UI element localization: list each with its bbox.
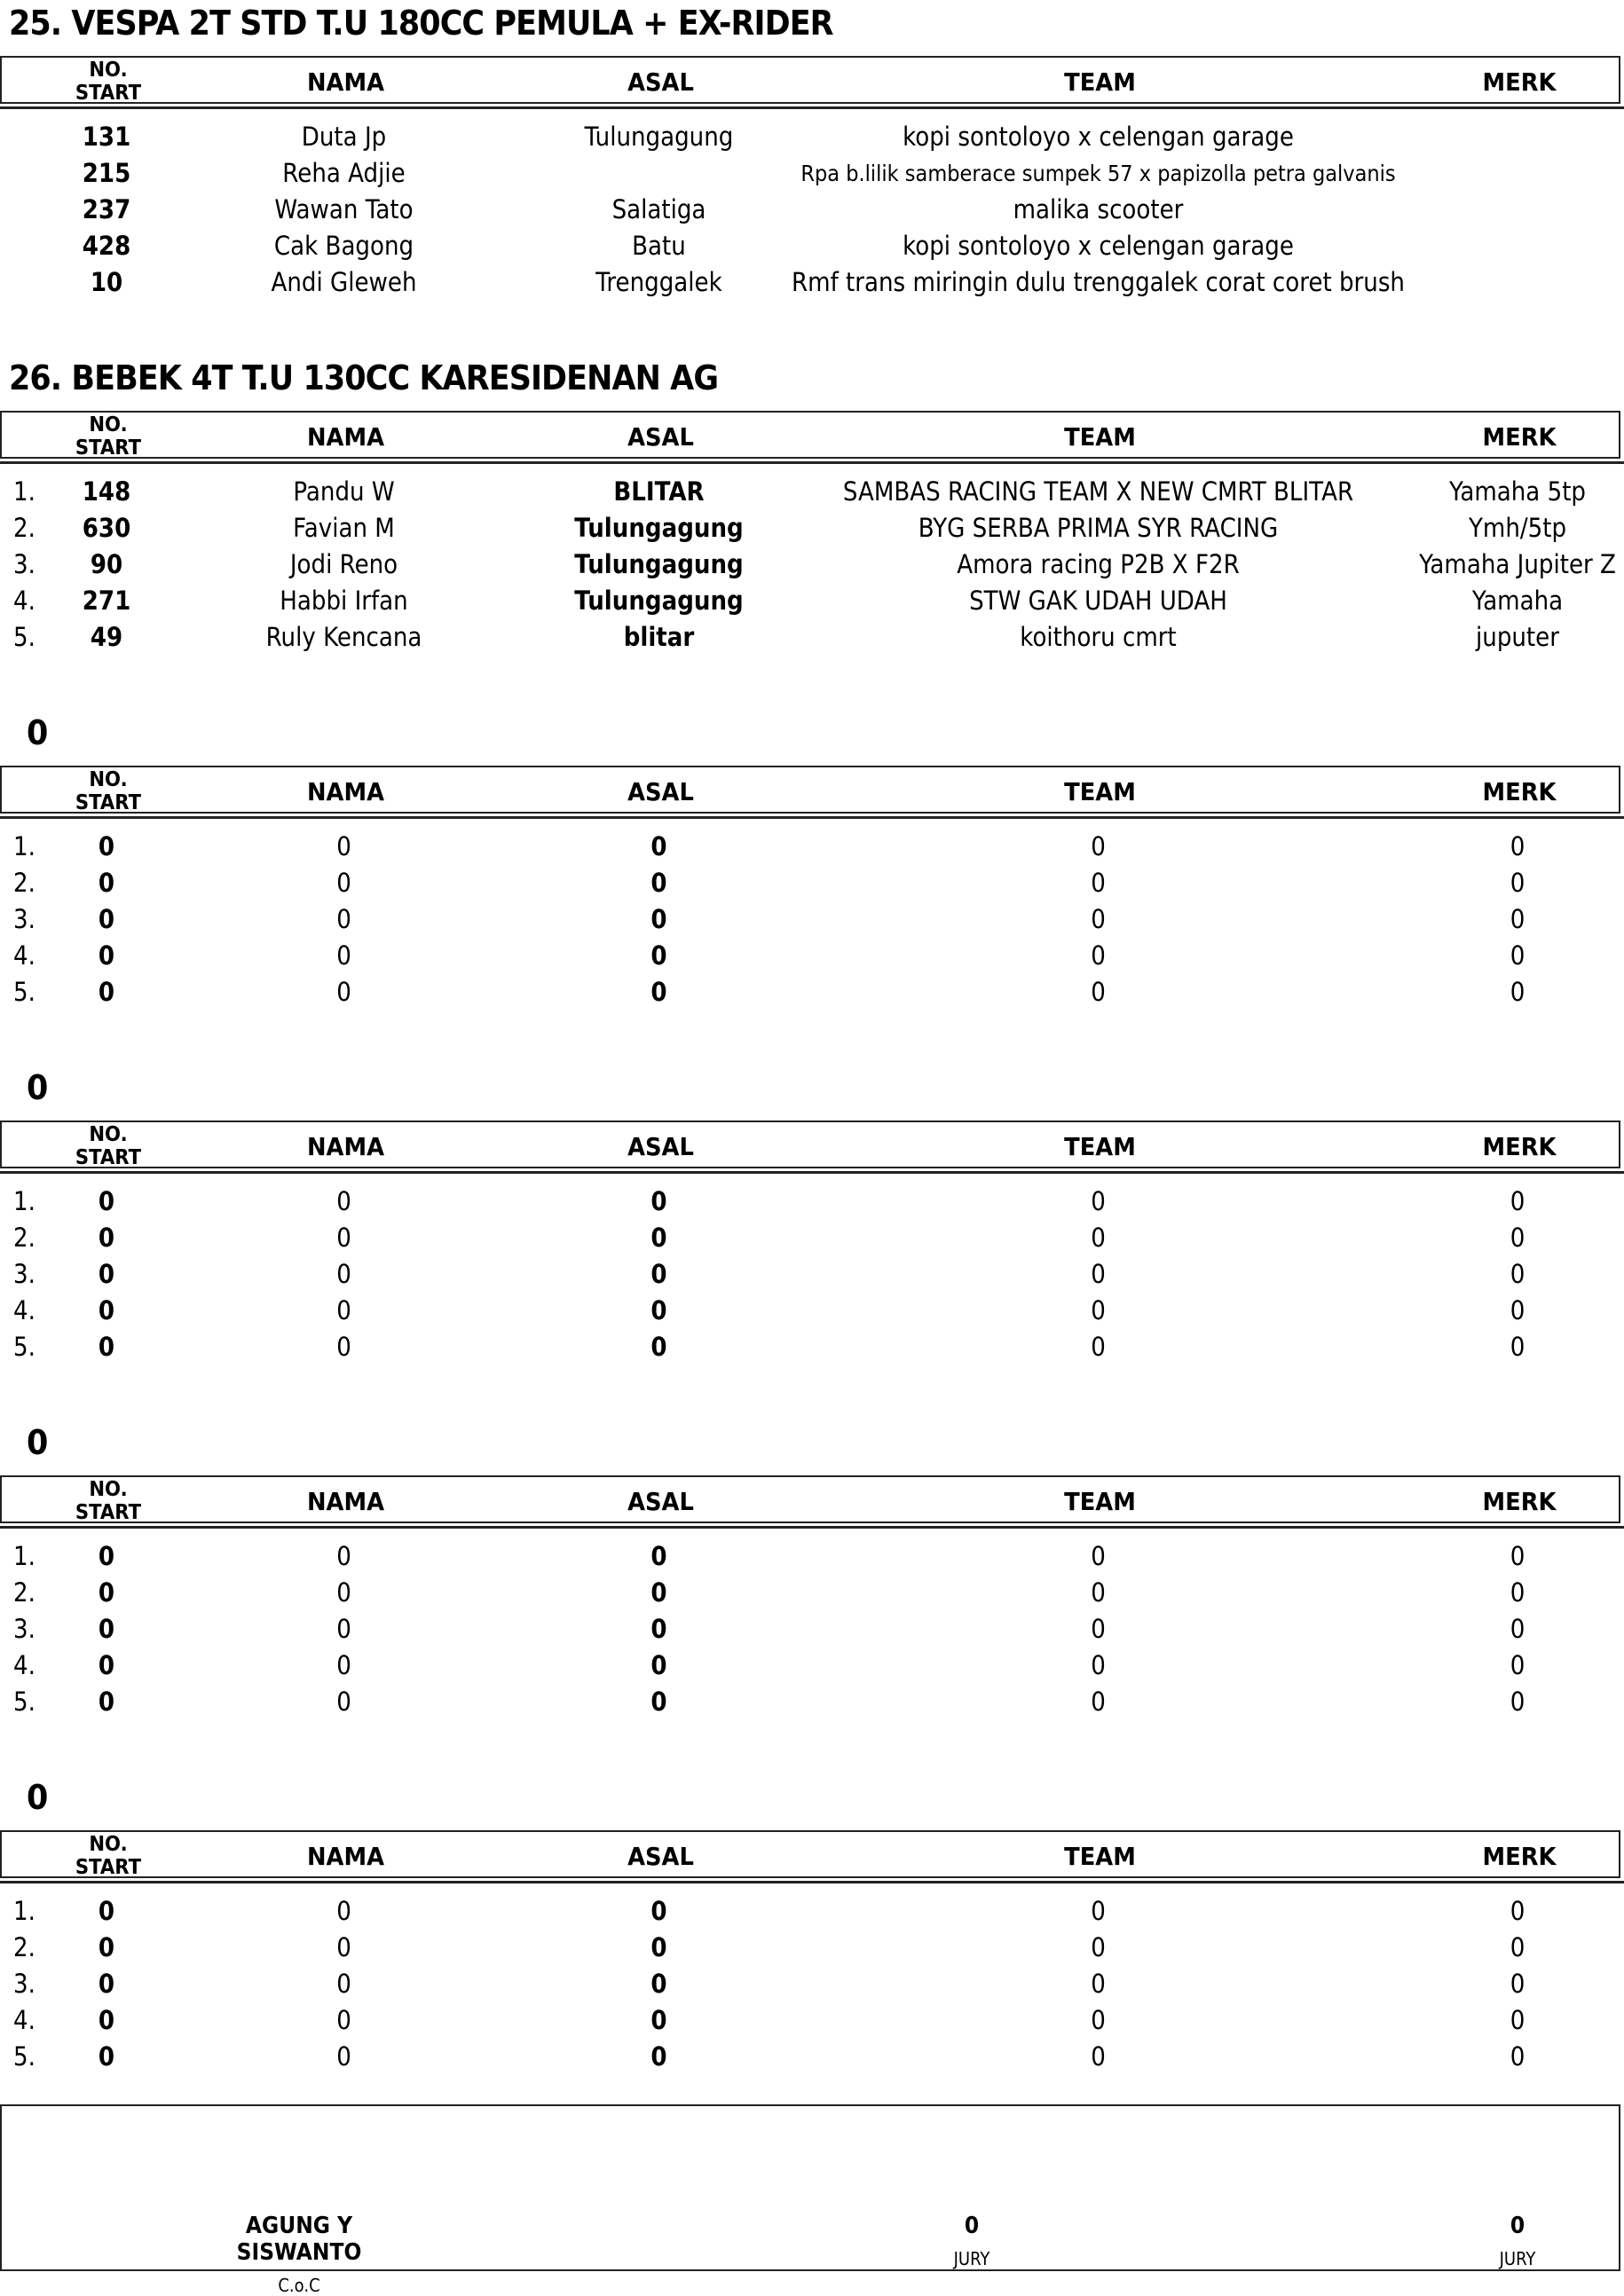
brand-cell: 0 xyxy=(1510,2005,1525,2035)
header-no-line2: START xyxy=(75,82,142,105)
header-team: TEAM xyxy=(1064,67,1136,97)
brand-cell: 0 xyxy=(1510,1687,1525,1717)
origin-cell: 0 xyxy=(650,1186,667,1216)
table-row xyxy=(0,1575,1624,1611)
origin-cell: 0 xyxy=(650,1614,667,1644)
race-class-section xyxy=(0,0,1624,355)
brand-cell: 0 xyxy=(1510,1650,1525,1680)
race-class-section xyxy=(0,355,1624,710)
origin-cell: 0 xyxy=(650,904,667,934)
team-cell: 0 xyxy=(1091,1969,1106,1999)
name-cell: 0 xyxy=(336,1932,351,1962)
header-no-start xyxy=(59,1477,157,1525)
name-cell: Jodi Reno xyxy=(289,549,398,579)
header-nama: NAMA xyxy=(306,421,385,452)
name-cell: 0 xyxy=(336,1332,351,1362)
start-number-cell: 0 xyxy=(98,904,115,934)
brand-cell xyxy=(1382,228,1624,264)
start-number-cell: 0 xyxy=(98,1614,115,1644)
name-cell: 0 xyxy=(336,1223,351,1253)
team-cell: 0 xyxy=(1091,831,1106,861)
class-title: 0 xyxy=(27,1423,48,1462)
origin-cell: 0 xyxy=(650,1687,667,1717)
header-no-line2: START xyxy=(75,1501,142,1524)
start-number-cell: 148 xyxy=(82,476,131,507)
header-no-start xyxy=(59,413,157,460)
header-no-line2: START xyxy=(75,1856,142,1879)
table-row xyxy=(0,1893,1624,1930)
rank-cell xyxy=(13,264,45,301)
brand-cell xyxy=(1382,155,1624,192)
table-row xyxy=(0,1930,1624,1966)
table-row xyxy=(0,619,1624,656)
team-cell: malika scooter xyxy=(1013,194,1184,224)
start-number-cell: 0 xyxy=(98,1223,115,1253)
team-cell: 0 xyxy=(1091,1614,1106,1644)
start-number-cell: 0 xyxy=(98,1577,115,1608)
rank-cell: 5. xyxy=(13,622,35,652)
rank-cell xyxy=(13,192,45,228)
header-team: TEAM xyxy=(1064,421,1136,452)
start-number-cell: 90 xyxy=(90,549,123,579)
header-no-line2: START xyxy=(75,436,142,460)
header-divider xyxy=(0,816,1624,819)
brand-cell: Yamaha Jupiter Z xyxy=(1419,549,1616,579)
team-cell: 0 xyxy=(1091,1332,1106,1362)
origin-cell: Tulungagung xyxy=(584,122,734,152)
name-cell: 0 xyxy=(336,2005,351,2035)
table-row xyxy=(0,1220,1624,1256)
start-number-cell: 0 xyxy=(98,868,115,898)
signature-jury-1 xyxy=(932,2213,1012,2269)
header-no-line2: START xyxy=(75,1146,142,1169)
race-class-section xyxy=(0,1774,1624,2129)
origin-cell: 0 xyxy=(650,2005,667,2035)
header-no-line1: NO. xyxy=(89,1123,128,1146)
rank-cell: 3. xyxy=(13,904,35,934)
name-cell: Andi Gleweh xyxy=(271,267,417,297)
start-number-cell: 0 xyxy=(98,2005,115,2035)
header-no-start xyxy=(59,58,157,106)
origin-cell: Tulungagung xyxy=(574,586,744,616)
start-number-cell: 0 xyxy=(98,1332,115,1362)
rank-cell: 2. xyxy=(13,1577,35,1608)
name-cell: Duta Jp xyxy=(301,122,387,152)
brand-cell: 0 xyxy=(1510,1969,1525,1999)
start-number-cell: 271 xyxy=(82,586,131,616)
name-cell: 0 xyxy=(336,1650,351,1680)
name-cell: 0 xyxy=(336,868,351,898)
origin-cell: BLITAR xyxy=(613,476,705,507)
name-cell: 0 xyxy=(336,831,351,861)
origin-cell: Salatiga xyxy=(611,194,706,224)
start-number-cell: 0 xyxy=(98,1896,115,1926)
team-cell: 0 xyxy=(1091,1295,1106,1325)
team-cell: 0 xyxy=(1091,1687,1106,1717)
brand-cell: 0 xyxy=(1510,977,1525,1007)
table-row xyxy=(0,1538,1624,1575)
rank-cell: 5. xyxy=(13,1332,35,1362)
table-row xyxy=(0,264,1624,301)
team-cell: 0 xyxy=(1091,2005,1106,2035)
brand-cell: 0 xyxy=(1510,1259,1525,1289)
header-asal: ASAL xyxy=(627,421,694,452)
class-title: 26. BEBEK 4T T.U 130CC KARESIDENAN AG xyxy=(9,358,719,397)
name-cell: 0 xyxy=(336,1541,351,1571)
origin-cell: 0 xyxy=(650,1332,667,1362)
team-cell: kopi sontoloyo x celengan garage xyxy=(903,122,1294,152)
table-header xyxy=(0,1120,1620,1168)
table-row xyxy=(0,474,1624,510)
origin-cell: 0 xyxy=(650,1650,667,1680)
rank-cell: 1. xyxy=(13,831,35,861)
header-divider xyxy=(0,1881,1624,1883)
signature-coc xyxy=(184,2213,415,2296)
rank-cell: 1. xyxy=(13,1186,35,1216)
rank-cell: 2. xyxy=(13,868,35,898)
table-row xyxy=(0,901,1624,938)
brand-cell: 0 xyxy=(1510,1295,1525,1325)
rank-cell: 3. xyxy=(13,549,35,579)
header-asal: ASAL xyxy=(627,776,694,806)
name-cell: 0 xyxy=(336,2041,351,2072)
start-number-cell: 428 xyxy=(82,231,131,261)
brand-cell: 0 xyxy=(1510,1577,1525,1608)
header-divider xyxy=(0,1171,1624,1174)
origin-cell: 0 xyxy=(650,1541,667,1571)
team-cell: 0 xyxy=(1091,940,1106,971)
race-class-section xyxy=(0,710,1624,1065)
team-cell: 0 xyxy=(1091,1650,1106,1680)
origin-cell: 0 xyxy=(650,2041,667,2072)
start-number-cell: 0 xyxy=(98,1650,115,1680)
origin-cell: 0 xyxy=(650,1295,667,1325)
name-cell: Cak Bagong xyxy=(273,231,414,261)
brand-cell: 0 xyxy=(1510,868,1525,898)
header-no-line2: START xyxy=(75,791,142,814)
header-no-line1: NO. xyxy=(89,59,128,82)
origin-cell: blitar xyxy=(623,622,695,652)
origin-cell: 0 xyxy=(650,1932,667,1962)
start-number-cell: 10 xyxy=(90,267,123,297)
start-number-cell: 0 xyxy=(98,1969,115,1999)
rank-cell: 5. xyxy=(13,2041,35,2072)
name-cell: Reha Adjie xyxy=(282,158,406,188)
header-asal: ASAL xyxy=(627,1131,694,1161)
origin-cell: 0 xyxy=(650,1259,667,1289)
class-title: 0 xyxy=(27,1778,48,1817)
brand-cell: Yamaha 5tp xyxy=(1448,476,1587,507)
name-cell: Habbi Irfan xyxy=(280,586,408,616)
table-row xyxy=(0,546,1624,583)
table-header xyxy=(0,1475,1620,1523)
team-cell: 0 xyxy=(1091,977,1106,1007)
header-asal: ASAL xyxy=(627,1486,694,1516)
rank-cell xyxy=(13,119,45,155)
header-asal: ASAL xyxy=(627,67,694,97)
team-cell: Rpa b.lilik samberace sumpek 57 x papizolla petra galvanis xyxy=(800,161,1396,186)
table-row xyxy=(0,228,1624,264)
origin-cell: 0 xyxy=(650,940,667,971)
header-nama: NAMA xyxy=(306,1486,385,1516)
table-row xyxy=(0,1183,1624,1220)
rank-cell: 1. xyxy=(13,476,35,507)
name-cell: 0 xyxy=(336,1577,351,1608)
rank-cell: 2. xyxy=(13,513,35,543)
table-row xyxy=(0,974,1624,1010)
name-cell: 0 xyxy=(336,1687,351,1717)
rank-cell: 4. xyxy=(13,1650,35,1680)
team-cell: Rmf trans miringin dulu trenggalek corat coret brush xyxy=(792,267,1405,297)
start-number-cell: 49 xyxy=(90,622,123,652)
origin-cell: 0 xyxy=(650,1969,667,1999)
team-cell: 0 xyxy=(1091,904,1106,934)
origin-cell: 0 xyxy=(650,831,667,861)
signature-role: JURY xyxy=(953,2248,990,2269)
start-number-cell: 0 xyxy=(98,831,115,861)
table-row xyxy=(0,1329,1624,1365)
name-cell: 0 xyxy=(336,1614,351,1644)
signature-name: AGUNG Y SISWANTO xyxy=(236,2213,362,2266)
team-cell: 0 xyxy=(1091,868,1106,898)
brand-cell: 0 xyxy=(1510,1223,1525,1253)
brand-cell: Yamaha xyxy=(1471,586,1564,616)
header-merk: MERK xyxy=(1482,421,1557,452)
table-row xyxy=(0,119,1624,155)
header-no-line1: NO. xyxy=(89,1478,128,1501)
start-number-cell: 0 xyxy=(98,940,115,971)
origin-cell: 0 xyxy=(650,1896,667,1926)
brand-cell: 0 xyxy=(1510,1186,1525,1216)
header-nama: NAMA xyxy=(306,1841,385,1871)
header-team: TEAM xyxy=(1064,1841,1136,1871)
brand-cell: 0 xyxy=(1510,2041,1525,2072)
header-merk: MERK xyxy=(1482,1486,1557,1516)
header-nama: NAMA xyxy=(306,67,385,97)
signature-name: 0 xyxy=(1510,2213,1525,2239)
origin-cell: 0 xyxy=(650,868,667,898)
table-row xyxy=(0,510,1624,546)
table-row xyxy=(0,1684,1624,1720)
team-cell: 0 xyxy=(1091,1541,1106,1571)
team-cell: 0 xyxy=(1091,1259,1106,1289)
origin-cell: Trenggalek xyxy=(595,267,722,297)
team-cell: 0 xyxy=(1091,2041,1106,2072)
table-row xyxy=(0,192,1624,228)
team-cell: SAMBAS RACING TEAM X NEW CMRT BLITAR xyxy=(842,476,1354,507)
start-number-cell: 237 xyxy=(82,194,131,224)
header-no-start xyxy=(59,1832,157,1880)
signature-name: 0 xyxy=(964,2213,980,2239)
header-divider xyxy=(0,106,1624,109)
origin-cell: 0 xyxy=(650,977,667,1007)
brand-cell: 0 xyxy=(1510,1932,1525,1962)
header-merk: MERK xyxy=(1482,67,1557,97)
name-cell: Wawan Tato xyxy=(274,194,414,224)
rank-cell: 2. xyxy=(13,1223,35,1253)
rank-cell: 3. xyxy=(13,1259,35,1289)
signature-role: C.o.C xyxy=(278,2275,320,2296)
rank-cell: 5. xyxy=(13,1687,35,1717)
brand-cell: Ymh/5tp xyxy=(1468,513,1567,543)
start-number-cell: 215 xyxy=(82,158,131,188)
origin-cell xyxy=(537,155,781,192)
table-header xyxy=(0,766,1620,814)
table-row xyxy=(0,1611,1624,1647)
start-number-cell: 0 xyxy=(98,1687,115,1717)
team-cell: 0 xyxy=(1091,1932,1106,1962)
brand-cell: 0 xyxy=(1510,904,1525,934)
name-cell: Pandu W xyxy=(293,476,395,507)
origin-cell: Batu xyxy=(632,231,686,261)
race-class-section xyxy=(0,1419,1624,1774)
team-cell: kopi sontoloyo x celengan garage xyxy=(903,231,1294,261)
brand-cell: 0 xyxy=(1510,831,1525,861)
rank-cell: 4. xyxy=(13,1295,35,1325)
team-cell: BYG SERBA PRIMA SYR RACING xyxy=(918,513,1279,543)
rank-cell: 4. xyxy=(13,586,35,616)
brand-cell xyxy=(1382,264,1624,301)
team-cell: koithoru cmrt xyxy=(1020,622,1177,652)
start-number-cell: 630 xyxy=(82,513,131,543)
rank-cell: 1. xyxy=(13,1541,35,1571)
rank-cell: 2. xyxy=(13,1932,35,1962)
name-cell: Favian M xyxy=(293,513,395,543)
table-row xyxy=(0,829,1624,865)
start-number-cell: 0 xyxy=(98,1259,115,1289)
race-class-section xyxy=(0,1065,1624,1419)
rank-cell: 4. xyxy=(13,2005,35,2035)
name-cell: 0 xyxy=(336,1186,351,1216)
rank-cell: 1. xyxy=(13,1896,35,1926)
table-header xyxy=(0,56,1620,104)
header-no-line1: NO. xyxy=(89,768,128,791)
start-number-cell: 0 xyxy=(98,2041,115,2072)
table-row xyxy=(0,1293,1624,1329)
header-team: TEAM xyxy=(1064,776,1136,806)
table-row xyxy=(0,2002,1624,2039)
header-nama: NAMA xyxy=(306,776,385,806)
start-number-cell: 0 xyxy=(98,977,115,1007)
brand-cell xyxy=(1382,192,1624,228)
signature-jury-2 xyxy=(1478,2213,1557,2269)
class-title: 0 xyxy=(27,713,48,752)
table-header xyxy=(0,1830,1620,1878)
header-divider xyxy=(0,461,1624,464)
table-row xyxy=(0,1256,1624,1293)
team-cell: 0 xyxy=(1091,1186,1106,1216)
start-number-cell: 131 xyxy=(82,122,131,152)
name-cell: 0 xyxy=(336,1259,351,1289)
table-row xyxy=(0,2039,1624,2075)
brand-cell xyxy=(1382,119,1624,155)
name-cell: 0 xyxy=(336,1295,351,1325)
team-cell: 0 xyxy=(1091,1223,1106,1253)
table-row xyxy=(0,1647,1624,1684)
table-header xyxy=(0,411,1620,459)
brand-cell: 0 xyxy=(1510,1614,1525,1644)
name-cell: 0 xyxy=(336,1969,351,1999)
rank-cell: 5. xyxy=(13,977,35,1007)
team-cell: Amora racing P2B X F2R xyxy=(957,549,1240,579)
origin-cell: Tulungagung xyxy=(574,513,744,543)
start-number-cell: 0 xyxy=(98,1541,115,1571)
origin-cell: Tulungagung xyxy=(574,549,744,579)
name-cell: 0 xyxy=(336,940,351,971)
header-merk: MERK xyxy=(1482,1841,1557,1871)
rank-cell: 3. xyxy=(13,1614,35,1644)
class-title: 0 xyxy=(27,1068,48,1107)
rank-cell xyxy=(13,155,45,192)
header-asal: ASAL xyxy=(627,1841,694,1871)
table-row xyxy=(0,865,1624,901)
brand-cell: 0 xyxy=(1510,1896,1525,1926)
brand-cell: 0 xyxy=(1510,1332,1525,1362)
brand-cell: 0 xyxy=(1510,1541,1525,1571)
name-cell: 0 xyxy=(336,1896,351,1926)
name-cell: 0 xyxy=(336,977,351,1007)
origin-cell: 0 xyxy=(650,1577,667,1608)
header-no-line1: NO. xyxy=(89,1833,128,1856)
team-cell: STW GAK UDAH UDAH xyxy=(969,586,1227,616)
name-cell: 0 xyxy=(336,904,351,934)
header-merk: MERK xyxy=(1482,1131,1557,1161)
team-cell: 0 xyxy=(1091,1896,1106,1926)
start-number-cell: 0 xyxy=(98,1932,115,1962)
start-number-cell: 0 xyxy=(98,1186,115,1216)
origin-cell: 0 xyxy=(650,1223,667,1253)
header-merk: MERK xyxy=(1482,776,1557,806)
header-divider xyxy=(0,1526,1624,1529)
start-number-cell: 0 xyxy=(98,1295,115,1325)
rank-cell: 3. xyxy=(13,1969,35,1999)
rank-cell xyxy=(13,228,45,264)
header-team: TEAM xyxy=(1064,1486,1136,1516)
brand-cell: juputer xyxy=(1476,622,1559,652)
header-no-start xyxy=(59,767,157,815)
header-nama: NAMA xyxy=(306,1131,385,1161)
table-row xyxy=(0,938,1624,974)
signature-box xyxy=(0,2104,1620,2296)
signature-role: JURY xyxy=(1499,2248,1536,2269)
class-title: 25. VESPA 2T STD T.U 180CC PEMULA + EX-RIDER xyxy=(9,4,833,43)
brand-cell: 0 xyxy=(1510,940,1525,971)
header-team: TEAM xyxy=(1064,1131,1136,1161)
rank-cell: 4. xyxy=(13,940,35,971)
table-row xyxy=(0,583,1624,619)
table-row xyxy=(0,1966,1624,2002)
header-no-start xyxy=(59,1122,157,1170)
table-row xyxy=(0,155,1624,192)
header-no-line1: NO. xyxy=(89,413,128,436)
team-cell: 0 xyxy=(1091,1577,1106,1608)
name-cell: Ruly Kencana xyxy=(265,622,422,652)
